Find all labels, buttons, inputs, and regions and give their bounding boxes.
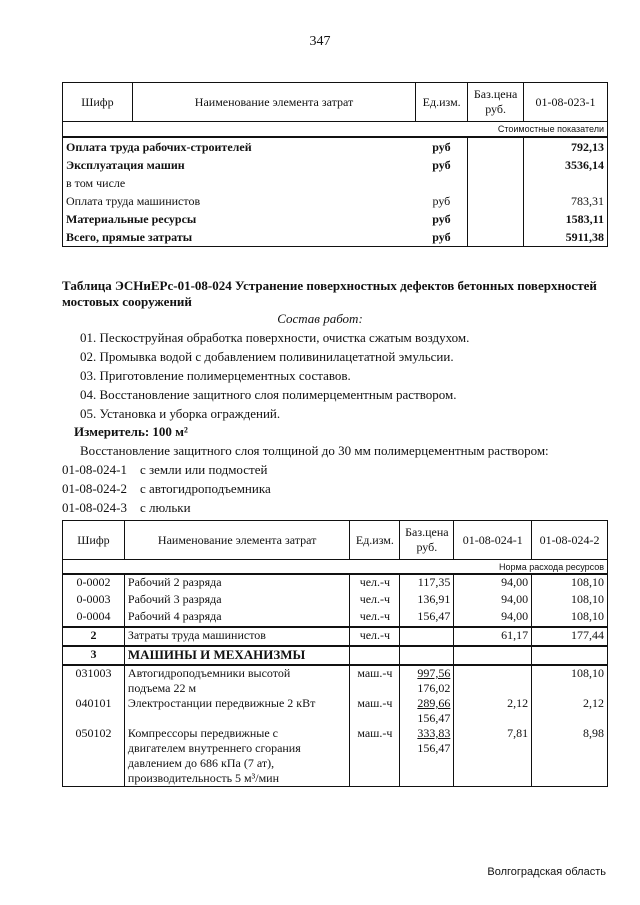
row-v1: 94,00 xyxy=(454,574,532,592)
work-item: 02. Промывка водой с добавлением поливинилацетатной эмульсии. xyxy=(80,349,454,364)
section-title: МАШИНЫ И МЕХАНИЗМЫ xyxy=(124,646,350,665)
table-title: Таблица ЭСНиЕРс-01-08-024 Устранение поверхностных дефектов бетонных поверхностей мостовых сооружений xyxy=(62,278,597,309)
header-unit: Ед.изм. xyxy=(350,521,400,560)
section-code: 3 xyxy=(63,646,125,665)
row-name: Эксплуатация машин xyxy=(63,156,416,174)
row-name: Рабочий 3 разряда xyxy=(124,592,350,609)
row-value: 783,31 xyxy=(524,192,608,210)
row-value: 1583,11 xyxy=(524,210,608,228)
row-name: Оплата труда рабочих-строителей xyxy=(63,137,416,156)
page-number: 347 xyxy=(309,34,331,49)
header-name: Наименование элемента затрат xyxy=(132,83,415,122)
row-name: Рабочий 2 разряда xyxy=(124,574,350,592)
row-code: 2 xyxy=(63,627,125,646)
work-item: 01. Пескоструйная обработка поверхности, очистка сжатым воздухом. xyxy=(80,330,470,345)
subheader: Норма расхода ресурсов xyxy=(63,560,608,575)
variant-text: с люльки xyxy=(140,500,191,515)
work-item: 05. Установка и уборка ограждений. xyxy=(80,406,281,421)
row-name: Рабочий 4 разряда xyxy=(124,609,350,627)
row-name: Затраты труда машинистов xyxy=(124,627,350,646)
row-unit: руб xyxy=(432,193,451,208)
variant-text: с автогидроподъемника xyxy=(140,481,271,496)
row-code: 0-0004 xyxy=(63,609,125,627)
meter: Измеритель: 100 м² xyxy=(74,424,188,439)
row-v1: 2,12 xyxy=(454,696,532,726)
variant-code: 01-08-024-1 xyxy=(62,462,127,477)
header-price: Баз.цена руб. xyxy=(400,521,454,560)
row-code: 0-0003 xyxy=(63,592,125,609)
row-name: Оплата труда машинистов xyxy=(63,192,416,210)
row-value: 792,13 xyxy=(524,137,608,156)
header-col-023-1: 01-08-023-1 xyxy=(524,83,608,122)
row-name: Электростанции передвижные 2 кВт xyxy=(124,696,350,726)
variant-code: 01-08-024-3 xyxy=(62,500,127,515)
row-unit: чел.-ч xyxy=(359,609,391,623)
row-unit: чел.-ч xyxy=(359,575,391,589)
row-unit: маш.-ч xyxy=(357,666,393,680)
subheader: Стоимостные показатели xyxy=(63,122,608,138)
row-code: 031003 xyxy=(63,665,125,696)
cost-table-01-08-023 xyxy=(62,82,608,247)
row-name: Компрессоры передвижные с двигателем внутреннего сгорания давлением до 686 кПа (7 ат), производительность 5 м³/мин xyxy=(124,726,350,787)
row-unit: руб xyxy=(432,211,451,226)
header-col-024-2: 01-08-024-2 xyxy=(532,521,608,560)
header-unit: Ед.изм. xyxy=(416,83,468,122)
row-name: Материальные ресурсы xyxy=(63,210,416,228)
row-value: 3536,14 xyxy=(524,156,608,174)
row-price: 333,83 156,47 xyxy=(400,726,454,787)
header-col-024-1: 01-08-024-1 xyxy=(454,521,532,560)
row-v1: 7,81 xyxy=(454,726,532,787)
footer-region: Волгоградская область xyxy=(487,866,606,878)
row-code: 050102 xyxy=(63,726,125,787)
variant-text: с земли или подмостей xyxy=(140,462,268,477)
row-price: 156,47 xyxy=(400,609,454,627)
header-code: Шифр xyxy=(63,83,133,122)
restoration-text: Восстановление защитного слоя толщиной до 30 мм полимерцементным раствором: xyxy=(80,443,549,458)
row-price: 997,56 176,02 xyxy=(400,665,454,696)
row-unit: руб xyxy=(432,157,451,172)
row-price: 117,35 xyxy=(400,574,454,592)
composition-title: Состав работ: xyxy=(277,311,363,326)
row-v2: 108,10 xyxy=(532,574,608,592)
row-v1: 94,00 xyxy=(454,592,532,609)
row-v2: 2,12 xyxy=(532,696,608,726)
row-name: в том числе xyxy=(63,174,416,192)
row-name: Автогидроподъемники высотой подъема 22 м xyxy=(124,665,350,696)
row-v2: 108,10 xyxy=(532,665,608,696)
row-unit: маш.-ч xyxy=(357,696,393,710)
row-v2: 108,10 xyxy=(532,592,608,609)
work-item: 03. Приготовление полимерцементных составов. xyxy=(80,368,351,383)
row-v2: 108,10 xyxy=(532,609,608,627)
row-unit: руб xyxy=(432,139,451,154)
header-code: Шифр xyxy=(63,521,125,560)
row-code: 040101 xyxy=(63,696,125,726)
header-name: Наименование элемента затрат xyxy=(124,521,350,560)
work-item: 04. Восстановление защитного слоя полимерцементным раствором. xyxy=(80,387,457,402)
row-v2: 8,98 xyxy=(532,726,608,787)
row-v1: 94,00 xyxy=(454,609,532,627)
row-unit: руб xyxy=(416,228,468,247)
row-price: 136,91 xyxy=(400,592,454,609)
row-name: Всего, прямые затраты xyxy=(63,228,416,247)
row-unit: маш.-ч xyxy=(357,726,393,740)
row-unit: чел.-ч xyxy=(359,592,391,606)
row-v1: 61,17 xyxy=(454,627,532,646)
row-code: 0-0002 xyxy=(63,574,125,592)
header-price: Баз.цена руб. xyxy=(468,83,524,122)
row-value: 5911,38 xyxy=(524,228,608,247)
row-v2: 177,44 xyxy=(532,627,608,646)
resource-table-01-08-024 xyxy=(62,520,608,787)
row-price: 289,66 156,47 xyxy=(400,696,454,726)
row-unit: чел.-ч xyxy=(359,628,391,642)
variant-code: 01-08-024-2 xyxy=(62,481,127,496)
